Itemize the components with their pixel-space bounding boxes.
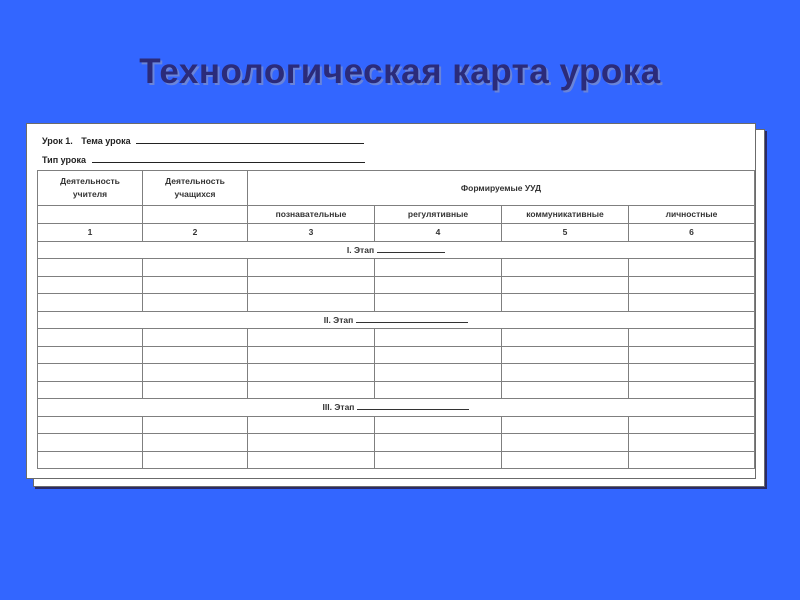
table-cell [502, 416, 629, 434]
column-number: 5 [502, 223, 629, 241]
table-cell [248, 434, 375, 452]
stage-2-cell [38, 311, 755, 329]
subheader-empty-2 [143, 206, 248, 224]
table-cell [629, 329, 755, 347]
table-cell [38, 381, 143, 399]
lesson-type-row [42, 155, 365, 165]
table-cell [502, 294, 629, 312]
table-cell [248, 329, 375, 347]
table-cell [502, 276, 629, 294]
subheader-communicative: коммуникативные [502, 206, 629, 224]
stage-2-blank-line [356, 322, 468, 323]
table-cell [375, 451, 502, 469]
table-cell [143, 451, 248, 469]
table-cell [375, 329, 502, 347]
table-cell [143, 381, 248, 399]
stage-3-label: III. Этап [322, 402, 355, 413]
table-cell [629, 451, 755, 469]
stage-row [38, 399, 755, 417]
table-cell [143, 364, 248, 382]
stage-row [38, 311, 755, 329]
table-cell [143, 416, 248, 434]
header-students-line1: Деятельность [165, 176, 225, 186]
table-cell [143, 294, 248, 312]
header-row [38, 171, 755, 206]
table-cell [375, 259, 502, 277]
table-cell [248, 451, 375, 469]
table-cell [38, 364, 143, 382]
table-cell [248, 259, 375, 277]
column-numbers-row [38, 223, 755, 241]
table-cell [143, 346, 248, 364]
header-teacher-activity [38, 171, 143, 206]
lesson-topic-row [42, 136, 364, 146]
table-cell [629, 259, 755, 277]
table-cell [502, 381, 629, 399]
table-cell [375, 294, 502, 312]
table-cell [629, 276, 755, 294]
table-cell [629, 364, 755, 382]
column-number: 1 [38, 223, 143, 241]
table-row [38, 346, 755, 364]
lesson-map-sheet [26, 123, 756, 479]
table-row [38, 276, 755, 294]
table-cell [629, 381, 755, 399]
table-cell [38, 329, 143, 347]
table-cell [375, 434, 502, 452]
lesson-map-table [37, 170, 755, 469]
table-cell [629, 434, 755, 452]
table-cell [38, 276, 143, 294]
table-cell [143, 434, 248, 452]
table-cell [629, 416, 755, 434]
stage-3-cell [38, 399, 755, 417]
table-row [38, 434, 755, 452]
table-cell [502, 451, 629, 469]
table-cell [629, 346, 755, 364]
subheader-empty-1 [38, 206, 143, 224]
topic-label: Тема урока [81, 136, 131, 146]
table-cell [502, 346, 629, 364]
table-cell [502, 329, 629, 347]
table-cell [375, 276, 502, 294]
stage-1-label: I. Этап [346, 244, 375, 255]
table-cell [38, 434, 143, 452]
table-cell [248, 381, 375, 399]
stage-row [38, 241, 755, 259]
column-number: 3 [248, 223, 375, 241]
table-cell [143, 276, 248, 294]
type-label: Тип урока [42, 155, 87, 165]
stage-3-blank-line [357, 409, 469, 410]
subheader-cognitive: познавательные [248, 206, 375, 224]
subheader-regulatory: регулятивные [375, 206, 502, 224]
header-uud: Формируемые УУД [248, 171, 755, 206]
header-teacher-line2: учителя [72, 189, 108, 199]
stage-1-blank-line [377, 252, 445, 253]
table-cell [248, 346, 375, 364]
column-number: 2 [143, 223, 248, 241]
header-teacher-line1: Деятельность [60, 176, 120, 186]
table-cell [38, 451, 143, 469]
table-cell [248, 294, 375, 312]
table-cell [502, 259, 629, 277]
table-cell [248, 416, 375, 434]
stage-2-label: II. Этап [323, 314, 354, 325]
column-number: 6 [629, 223, 755, 241]
table-cell [375, 381, 502, 399]
header-students-activity [143, 171, 248, 206]
table-cell [248, 276, 375, 294]
table-row [38, 294, 755, 312]
subheader-row [38, 206, 755, 224]
table-cell [38, 416, 143, 434]
slide-title: Технологическая карта урока [139, 52, 661, 91]
topic-blank-line [136, 143, 364, 144]
table-cell [38, 346, 143, 364]
table-cell [629, 294, 755, 312]
table-cell [38, 259, 143, 277]
table-cell [38, 294, 143, 312]
table-cell [502, 364, 629, 382]
type-blank-line [92, 162, 365, 163]
table-cell [248, 364, 375, 382]
table-row [38, 329, 755, 347]
table-cell [502, 434, 629, 452]
subheader-personal: личностные [629, 206, 755, 224]
table-cell [375, 416, 502, 434]
table-row [38, 451, 755, 469]
table-cell [143, 329, 248, 347]
table-row [38, 416, 755, 434]
stage-1-cell [38, 241, 755, 259]
table-cell [375, 364, 502, 382]
table-row [38, 364, 755, 382]
column-number: 4 [375, 223, 502, 241]
table-cell [143, 259, 248, 277]
table-cell [375, 346, 502, 364]
lesson-label: Урок 1. [42, 136, 73, 146]
table-row [38, 381, 755, 399]
table-row [38, 259, 755, 277]
header-students-line2: учащихся [174, 189, 216, 199]
